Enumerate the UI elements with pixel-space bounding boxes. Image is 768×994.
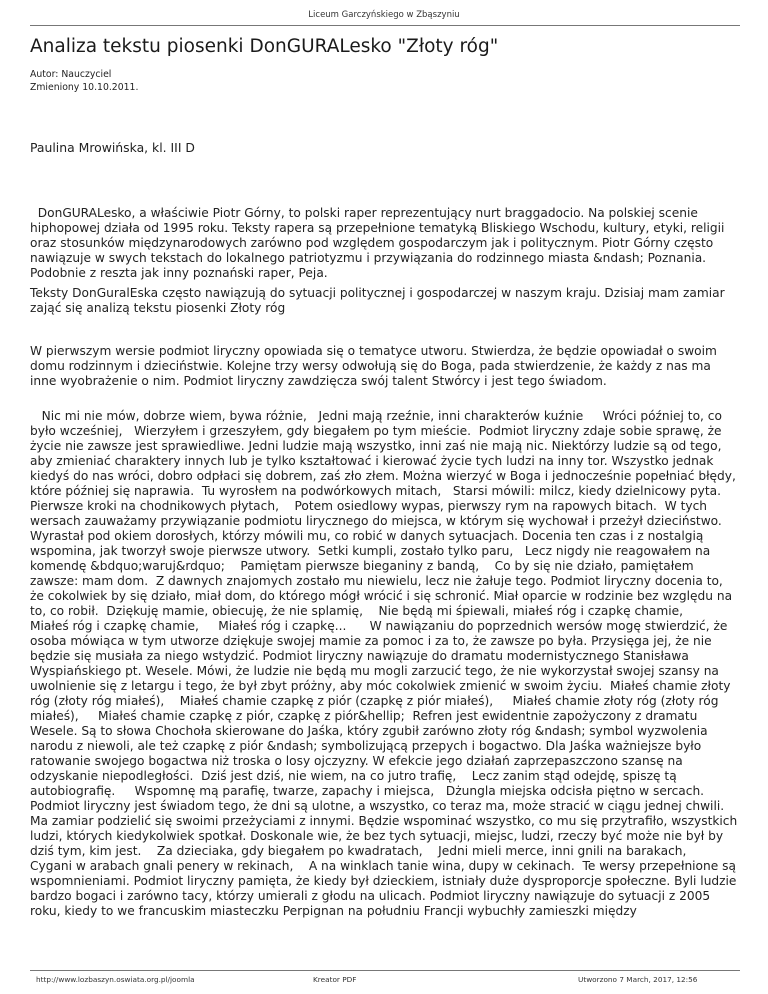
paragraph-topic: Teksty DonGuralEska często nawiązują do sytuacji politycznej i gospodarczej w naszym kraju. Dzisiaj mam zamiar zająć się analizą tekstu piosenki Złoty róg [30,286,729,315]
article-modified-date: Zmieniony 10.10.2011. [30,82,139,93]
footer-url: http://www.lozbaszyn.oswiata.org.pl/joomla [36,975,195,984]
article-author: Autor: Nauczyciel [30,69,112,80]
paragraph-first-verse: W pierwszym wersie podmiot liryczny opowiada się o tematyce utworu. Stwierdza, że będzie opowiadał o swoim domu rodzinnym i dzieciństwie. Kolejne trzy wersy odwołują się do Boga, pada stwierdzenie, że każdy z nas ma inne wyobrażenie o nim. Podmiot liryczny zawdzięcza swój talent Stwórcy i jest tego świadom. [30,344,721,388]
article-byline: Paulina Mrowińska, kl. III D [30,140,195,155]
page-header-site-name: Liceum Garczyńskiego w Zbąszyniu [308,10,460,20]
paragraph-analysis: Nic mi nie mów, dobrze wiem, bywa różnie, Jedni mają rzeźnie, inni charakterów kuźnie Wróci później to, co było wcześniej, Wierzyłem i grzeszyłem, gdy biegałem po tym mieście. Podmiot liryczny zdaje sobie sprawę, że życie nie zawsze jest sprawiedliwe. Jedni ludzie mają wszystko, inni zaś nie mają nic. Niektórzy ludzie są od tego, aby zmieniać charaktery innych lub je tylko kształtować i kierować życie tych ludzi na inny tor. Wszystko jednak kiedyś do nas wróci, dobro odpłaci się dobrem, zaś zło złem. Można wierzyć w Boga i jednocześnie popełniać błędy, które później się naprawia. Tu wyrosłem na podwórkowych mitach, Starsi mówili: milcz, kiedy dzielnicowy pyta. Pierwsze kroki na chodnikowych płytach, Potem osiedlowy wypas, pierwszy rym na rapowych bitach. W tych wersach zauważamy przywiązanie podmiotu lirycznego do miejsca, w którym się wychował i przeżył dzieciństwo. Wyrastał pod okiem dorosłych, którzy mówili mu, co robić w danych sytuacjach. Docenia ten czas i z nostalgią wspomina, jak tworzył swoje pierwsze utwory. Setki kumpli, zostało tylko paru, Lecz nigdy nie reagowałem na komendę &bdquo;waruj&rdquo; Pamiętam pierwsze bieganiny z bandą, Co by się nie działo, pamiętałem zawsze: mam dom. Z dawnych znajomych zostało mu niewielu, lecz nie żałuje tego. Podmiot liryczny docenia to, że cokolwiek by się działo, miał dom, do którego mógł wrócić i się schronić. Miał oparcie w rodzinie bez względu na to, co robił. Dziękuję mamie, obiecuję, że nie splamię, Nie będą mi śpiewali, miałeś róg i czapkę chamie, Miałeś róg i czapkę chamie, Miałeś róg i czapkę... W nawiązaniu do poprzednich wersów mogę stwierdzić, że osoba mówiąca w tym utworze dziękuje swojej mamie za pomoc i za to, że zawsze po była. Przysięga jej, że nie będzie się musiała za niego wstydzić. Podmiot liryczny nawiązuje do dramatu modernistycznego Stanisława Wyspiańskiego pt. Wesele. Mówi, że ludzie nie będą mu mogli zarzucić tego, że nie wykorzystał swojej szansy na uwolnienie się z letargu i tego, że był zbyt próżny, aby móc cokolwiek zmienić w swoim życiu. Miałeś chamie złoty róg (złoty róg miałeś), Miałeś chamie czapkę z piór (czapkę z piór miałeś), Miałeś chamie złoty róg (złoty róg miałeś), Miałeś chamie czapkę z piór, czapkę z piór&hellip; Refren jest ewidentnie zapożyczony z dramatu Wesele. Są to słowa Chochoła skierowane do Jaśka, który zgubił zarówno złoty róg &ndash; symbol wyzwolenia narodu z niewoli, ale też czapkę z piór &ndash; symbolizującą przepych i bogactwo. Dla Jaśka ważniejsze było ratowanie swojego bogactwa niż troska o losy ojczyzny. W efekcie jego działań zaprzepaszczono szansę na odzyskanie niepodległości. Dziś jest dziś, nie wiem, na co jutro trafię, Lecz zanim stąd odejdę, spiszę tą autobiografię. Wspomnę mą parafię, twarze, zapachy i miejsca, Dżungla miejska odcisła piętno w sercach. Podmiot liryczny jest świadom tego, że dni są ulotne, a wszystko, co teraz ma, może stracić w ciągu jednej chwili. Ma zamiar podzielić się swoimi przeżyciami z innymi. Będzie wspominać wszystko, co mu się przytrafiło, wszystkich ludzi, których kiedykolwiek spotkał. Doskonale wie, że bez tych sytuacji, miejsc, ludzi, rzeczy być może nie był by dziś tym, kim jest. Za dzieciaka, gdy biegałem po kwadratach, Jedni mieli merce, inni gnili na barakach, Cygani w arabach gnali penery w rekinach, A na winklach tanie wina, dupy w cekinach. Te wersy przepełnione są wspomnieniami. Podmiot liryczny pamięta, że kiedy był dzieckiem, istniały duże dysproporcje społeczne. Byli ludzie bardzo bogaci i zarówno tacy, którzy umierali z głodu na ulicach. Podmiot liryczny nawiązuje do sytuacji z 2005 roku, kiedy to we francuskim miasteczku Perpignan na południu Francji wybuchły zamieszki między [30,409,742,918]
footer-divider [30,970,740,971]
header-divider [30,25,740,26]
footer-creator: Kreator PDF [313,975,357,984]
article-title: Analiza tekstu piosenki DonGURALesko "Złoty róg" [30,36,499,57]
paragraph-intro: DonGURALesko, a właściwie Piotr Górny, to polski raper reprezentujący nurt braggadocio. Na polskiej scenie hiphopowej działa od 1995 roku. Teksty rapera są przepełnione tematyką Bliskiego Wschodu, kultury, etyki, religii oraz stosunków międzynarodowych zarówno pod względem gospodarczym jak i politycznym. Piotr Górny często nawiązuje w swych tekstach do lokalnego patriotyzmu i przywiązania do rodzinnego miasta &ndash; Poznania. Podobnie z reszta jak inny poznański raper, Peja. [30,206,729,280]
footer-created-date: Utworzono 7 March, 2017, 12:56 [578,975,698,984]
